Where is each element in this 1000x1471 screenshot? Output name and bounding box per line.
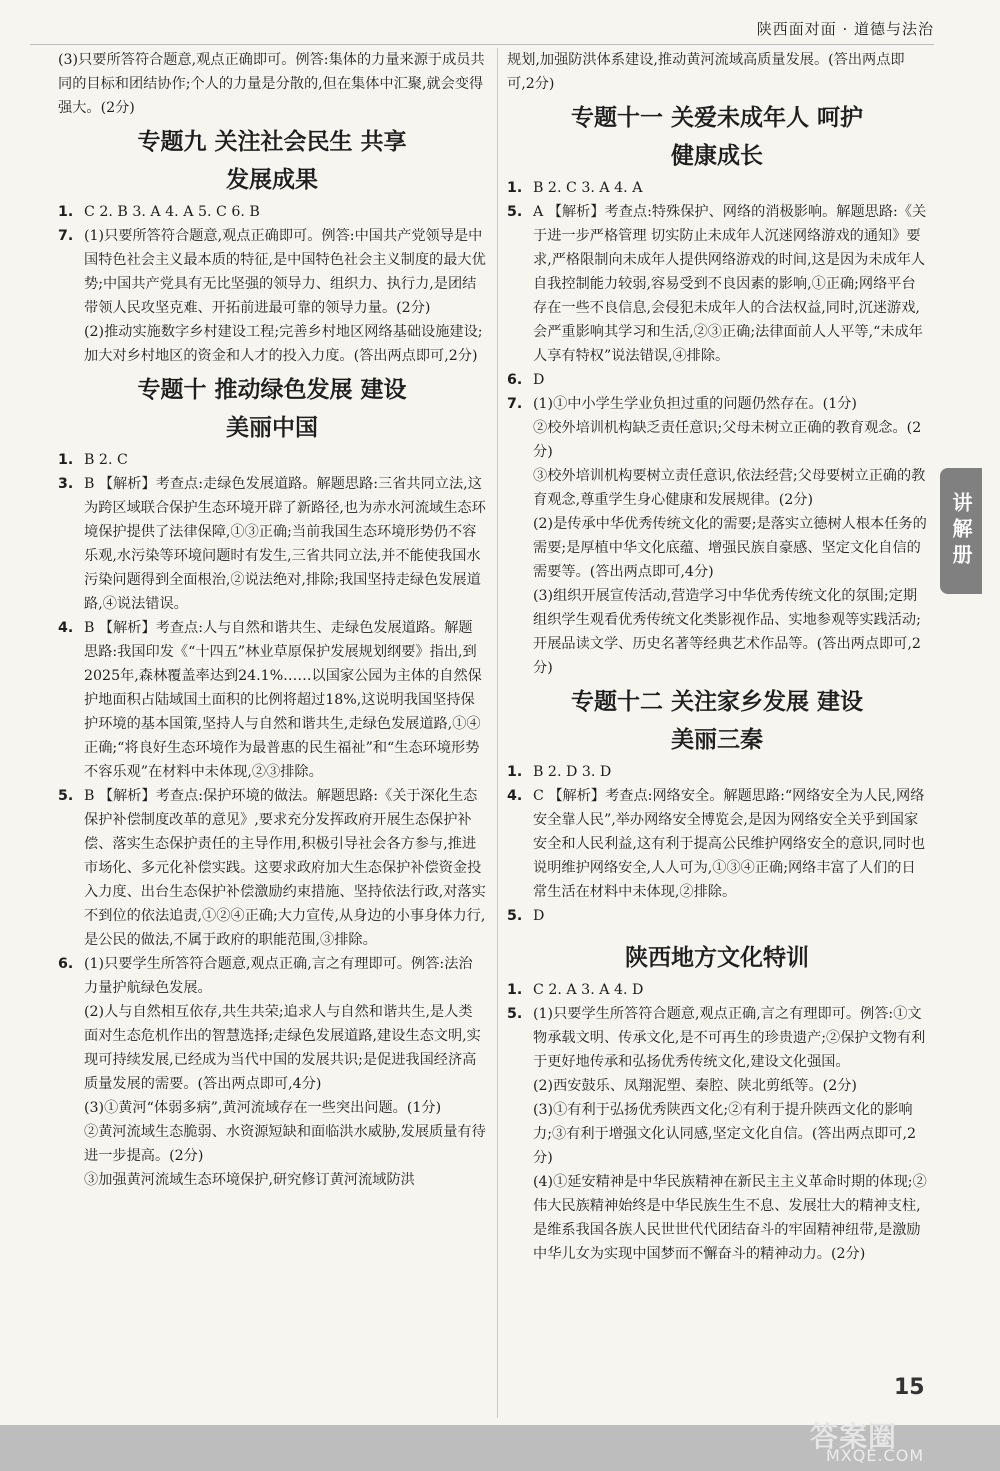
answer-item: 3. B 【解析】考查点:走绿色发展道路。解题思路:三省共同立法,这为跨区域联合保护生态环境开辟了新路径,也为赤水河流域生态环境保护提供了法律保障,①③正确;当前我国生态环境形势仍不容乐观,水污染等环境问题时有发生,三省共同立法,并不能使我国水污染问题得到全面根治,②说法绝对,排除;我国坚持走绿色发展道路,④说法错误。 [58, 476, 486, 612]
answer-item: 7. (1)只要所答符合题意,观点正确即可。例答:中国共产党领导是中国特色社会主义最本质的特征,是中国特色社会主义制度的最大优势;中国共产党具有无比坚强的领导力、组织力、执行力,是团结带领人民攻坚克难、开拓前进最可靠的领导力量。(2分) (2)推动实施数字乡村建设工程;完善乡村地区网络基础设施建设;加大对乡村地区的资金和人才的投入力度。(答出两点即可,2分) [58, 228, 486, 364]
left-column [58, 48, 486, 1418]
side-tab: 讲解册 [940, 468, 982, 594]
answer-item: 5. B 【解析】考查点:保护环境的做法。解题思路:《关于深化生态保护补偿制度改革的意见》,要求充分发挥政府开展生态保护补偿、落实生态保护责任的主导作用,积极引导社会各方参与,推进市场化、多元化补偿实践。这要求政府加大生态保护补偿资金投入力度、出台生态保护补偿激励约束措施、坚持依法行政,对落实不到位的依法追责,①②④正确;大力宣传,从身边的小事身体力行,是公民的做法,不属于政府的职能范围,③排除。 [58, 788, 486, 948]
answer-item: 4. B 【解析】考查点:人与自然和谐共生、走绿色发展道路。解题思路:我国印发《“十四五”林业草原保护发展规划纲要》指出,到2025年,森林覆盖率达到24.1%……以国家公园为主体的自然保护地面积占陆域国土面积的比例将超过18%,这说明我国坚持保护环境的基本国策,坚持人与自然和谐共生,走绿色发展道路,①④正确;“将良好生态环境作为最普惠的民生福祉”和“生态环境形势不容乐观”在材料中未体现,②③排除。 [58, 620, 482, 780]
section-11-title: 专题十一 关爱未成年人 呵护 [570, 105, 863, 131]
answer-continuation: 规划,加强防洪体系建设,推动黄河流域高质量发展。(答出两点即可,2分) [507, 52, 905, 92]
answer-line: 1. B 2. D 3. D [507, 764, 612, 780]
answer-item: 6. D [507, 372, 545, 388]
running-header: 陕西面对面 · 道德与法治 [756, 20, 934, 38]
section-10-subtitle: 美丽中国 [226, 415, 318, 441]
answer-line: 1. B 2. C [58, 452, 128, 468]
column-divider [497, 48, 498, 1418]
answer-item: 7. (1)①中小学生学业负担过重的问题仍然存在。(1分) ②校外培训机构缺乏责任意识;父母未树立正确的教育观念。(2分) ③校外培训机构要树立责任意识,依法经营;父母要树立正确的教育观念,尊重学生身心健康和发展规律。(2分) (2)是传承中华优秀传统文化的需要;是落实立德树人根本任务的需要;是厚植中华文化底蕴、增强民族自豪感、坚定文化自信的需要等。(答出两点即可,4分) (3)组织开展宣传活动,营造学习中华优秀传统文化的氛围;定期组织学生观看优秀传统文化类影视作品、实地参观等实践活动;开展品读文学、历史名著等经典艺术作品等。(答出两点即可,2分) [507, 396, 927, 676]
section-10-title: 专题十 推动绿色发展 建设 [137, 377, 407, 403]
section-11-subtitle: 健康成长 [671, 143, 763, 169]
header-rule [30, 44, 934, 45]
answer-line: 1. C 2. A 3. A 4. D [507, 982, 644, 998]
answer-item: 5. A 【解析】考查点:特殊保护、网络的消极影响。解题思路:《关于进一步严格管理 切实防止未成年人沉迷网络游戏的通知》要求,严格限制向未成年人提供网络游戏的时间,这是因为未成年人自我控制能力较弱,容易受到不良因素的影响,①正确;网络平台存在一些不良信息,会侵犯未成年人的合法权益,同时,沉迷游戏,会严重影响其学习和生活,②③正确;法律面前人人平等,“未成年人享有特权”说法错误,④排除。 [507, 204, 927, 364]
section-9-title: 专题九 关注社会民生 共享 [137, 129, 407, 155]
section-9-subtitle: 发展成果 [226, 167, 318, 193]
page-number: 15 [894, 1375, 925, 1400]
watermark-url: MXQE.COM [826, 1446, 925, 1465]
answer-item: 5. (1)只要学生所答符合题意,观点正确,言之有理即可。例答:①文物承载文明、传承文化,是不可再生的珍贵遗产;②保护文物有利于更好地传承和弘扬优秀传统文化,建设文化强国。 (2)西安鼓乐、凤翔泥塑、秦腔、陕北剪纸等。(2分) (3)①有利于弘扬优秀陕西文化;②有利于提升陕西文化的影响力;③有利于增强文化认同感,坚定文化自信。(答出两点即可,2分) (4)①延安精神是中华民族精神在新民主主义革命时期的体现;②伟大民族精神始终是中华民族生生不息、发展壮大的精神支柱,是维系我国各族人民世世代代团结奋斗的牢固精神纽带,是激励中华儿女为实现中国梦而不懈奋斗的精神动力。(2分) [507, 1006, 927, 1262]
section-12-subtitle: 美丽三秦 [671, 727, 763, 753]
answer-item: 6. (1)只要学生所答符合题意,观点正确,言之有理即可。例答:法治力量护航绿色发展。 (2)人与自然相互依存,共生共荣;追求人与自然和谐共生,是人类面对生态危机作出的智慧选择;走绿色发展道路,建设生态文明,实现可持续发展,已经成为当代中国的发展共识;是促进我国经济高质量发展的需要。(答出两点即可,4分) (3)①黄河“体弱多病”,黄河流域存在一些突出问题。(1分) ②黄河流域生态脆弱、水资源短缺和面临洪水威胁,发展质量有待进一步提高。(2分) ③加强黄河流域生态环境保护,研究修订黄河流域防洪 [58, 956, 486, 1188]
watermark-logo: 答案圈 [810, 1420, 898, 1453]
shaanxi-section-title: 陕西地方文化特训 [625, 945, 809, 971]
answer-item: 4. C 【解析】考查点:网络安全。解题思路:“网络安全为人民,网络安全靠人民”,举办网络安全博览会,是因为网络安全关乎到国家安全和人民利益,这有利于提高公民维护网络安全的意识,同时也说明维护网络安全,人人可为,①③④正确;网络丰富了人们的日常生活在材料中未体现,②排除。 [507, 788, 926, 900]
answer-line: 1. C 2. B 3. A 4. A 5. C 6. B [58, 204, 260, 220]
answer-line: 1. B 2. C 3. A 4. A [507, 180, 643, 196]
section-12-title: 专题十二 关注家乡发展 建设 [570, 689, 863, 715]
answer-continuation: (3)只要所答符合题意,观点正确即可。例答:集体的力量来源于成员共同的目标和团结协作;个人的力量是分散的,但在集体中汇聚,就会变得强大。(2分) [58, 52, 485, 116]
answer-item: 5. D [507, 908, 545, 924]
right-column [507, 48, 927, 1418]
